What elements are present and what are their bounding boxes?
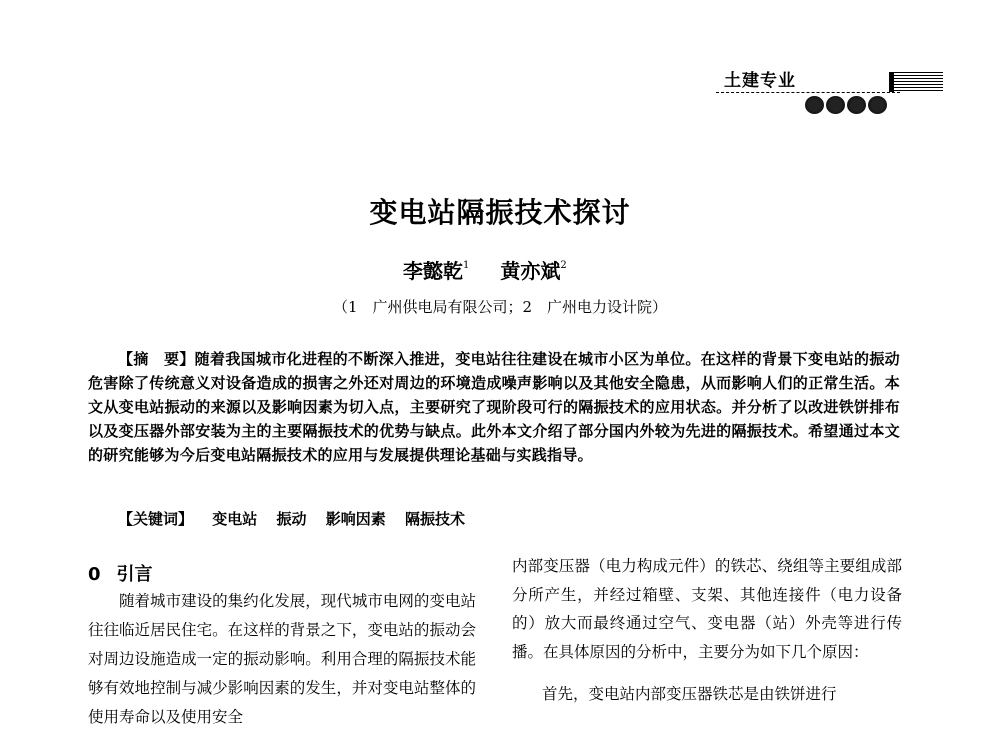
author-affiliation-mark: 1: [463, 260, 470, 271]
body-right-column-paragraph: 首先，变电站内部变压器铁芯是由铁饼进行: [542, 685, 837, 703]
author-name: 黄亦斌: [500, 259, 561, 283]
abstract-label: 【摘 要】: [118, 350, 195, 368]
keyword: 隔振技术: [405, 510, 466, 528]
header-dot-decoration: [805, 96, 887, 114]
header-stripe-decoration: [889, 72, 943, 92]
keywords: [118, 508, 465, 529]
author-list: [403, 255, 567, 284]
section-number: 0: [88, 564, 101, 585]
keywords-label: 【关键词】: [118, 510, 194, 528]
abstract: [88, 347, 900, 467]
section-heading: [88, 560, 153, 586]
abstract-text: 随着我国城市化进程的不断深入推进，变电站往往建设在城市小区为单位。在这样的背景下变电站的振动危害除了传统意义对设备造成的损害之外还对周边的环境造成噪声影响以及其他安全隐患，从而影响人们的正常生活。本文从变电站振动的来源以及影响因素为切入点，主要研究了现阶段可行的隔振技术的应用状态。并分析了以改进铁饼排布以及变压器外部安装为主的主要隔振技术的优势与缺点。此外本文介绍了部分国内外较为先进的隔振技术。希望通过本文的研究能够为今后变电站隔振技术的应用与发展提供理论基础与实践指导。: [88, 350, 900, 464]
keyword: 影响因素: [325, 510, 386, 528]
section-tag: 土建专业: [724, 71, 796, 91]
author-name: 李懿乾: [403, 259, 463, 283]
keyword: 变电站: [212, 510, 258, 528]
author-affiliation-mark: 2: [560, 260, 567, 271]
body-right-column-paragraph: 内部变压器（电力构成元件）的铁芯、绕组等主要组成部分所产生，并经过箱壁、支架、其他连接件（电力设备的）放大而最终通过空气、变电器（站）外壳等进行传播。在具体原因的分析中，主要分为如下几个原因：: [512, 557, 902, 661]
dot-decoration: [868, 96, 887, 114]
section-title: 引言: [116, 564, 153, 585]
dot-decoration: [826, 96, 845, 114]
dot-decoration: [847, 96, 866, 114]
dot-decoration: [805, 96, 824, 114]
keyword: 振动: [276, 510, 307, 528]
header-dotted-rule: [716, 92, 900, 93]
paper-title: 变电站隔振技术探讨: [369, 196, 631, 229]
body-left-column: 随着城市建设的集约化发展，现代城市电网的变电站往往临近居民住宅。在这样的背景之下，变电站的振动会对周边设施造成一定的振动影响。利用合理的隔振技术能够有效地控制与减少影响因素的发生，并对变电站整体的使用寿命以及使用安全: [88, 592, 476, 726]
affiliations: （1 广州供电局有限公司；2 广州电力设计院）: [332, 298, 668, 316]
